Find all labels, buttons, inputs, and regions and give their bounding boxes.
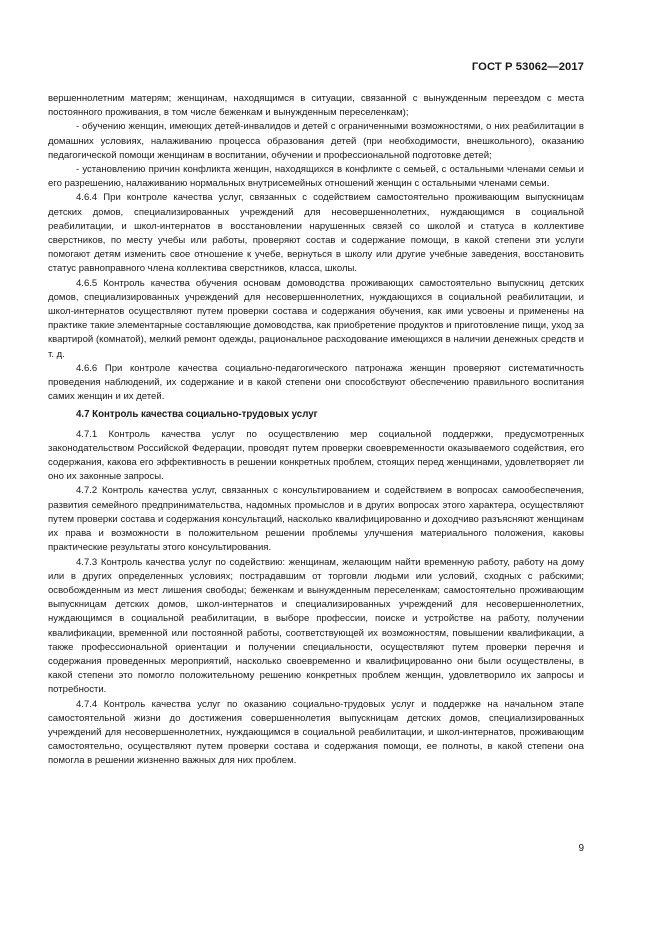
clause-4-6-6: 4.6.6 При контроле качества социально-педагогического патронажа женщин проверяют систематичность проведения наблюдений, их содержание и в какой степени они способствуют обеспечению правильного воспитания самих женщин и их детей. <box>48 362 584 403</box>
clause-4-7-1: 4.7.1 Контроль качества услуг по осуществлению мер социальной поддержки, предусмотренных законодательством Российской Федерации, проводят путем проверки своевременности оказываемого содействия, его содержания, какова его эффективность в решении конкретных проблем, стоящих перед женщинами, удовлетворяет ли оно их законные запросы. <box>48 428 584 483</box>
page-number: 9 <box>578 843 584 854</box>
clause-4-7-3: 4.7.3 Контроль качества услуг по содействию: женщинам, желающим найти временную работу, работу на дому или в других определенных условиях; пострадавшим от торговли людьми или условий, сходных с рабскими; освобожденным из мест лишения свободы; беженкам и вынужденным переселенкам; самостоятельно проживающим выпускницам детских домов, школ-интернатов и специализированных учреждений для несовершеннолетних, нуждающимся в социальной реабилитации, в выборе профессии, поиске и устройстве на работу, получении квалификации, временной или постоянной работы, соответствующей их возможностям, повышении квалификации, а также профессиональной ориентации и получении специальности, осуществляют путем проверки перечня и содержания проведенных мероприятий, насколько своевременно и квалифицированно они были осуществлены, в какой степени это помогло положительному решению конкретных проблем женщин, удовлетворило их запросы и потребности. <box>48 556 584 696</box>
paragraph-continuation: вершеннолетним матерям; женщинам, находящимся в ситуации, связанной с вынужденным переездом с места постоянного проживания, в том числе беженкам и вынужденным переселенкам); <box>48 93 584 119</box>
clause-4-7-4: 4.7.4 Контроль качества услуг по оказанию социально-трудовых услуг и поддержке на начальном этапе самостоятельной жизни до достижения совершеннолетия выпускницам детских домов, специализированных учреждений для несовершеннолетних, нуждающимся в социальной реабилитации, и школ-интернатов, проживающим самостоятельно, осуществляют путем проверки состава и содержания помощи, ее полноты, в какой степени она помогла в решении жизненно важных для них проблем. <box>48 698 584 767</box>
list-item-conflict: - установлению причин конфликта женщин, находящихся в конфликте с семьей, с остальными членами семьи и его разрешению, налаживанию нормальных внутрисемейных отношений женщин с остальными членами семьи. <box>48 164 584 190</box>
section-heading-4-7: 4.7 Контроль качества социально-трудовых услуг <box>76 409 318 421</box>
standard-id: ГОСТ Р 53062—2017 <box>471 61 584 73</box>
document-header <box>472 61 584 73</box>
clause-4-6-5: 4.6.5 Контроль качества обучения основам домоводства проживающих самостоятельно выпускниц детских домов, специализированных учреждений для несовершеннолетних, нуждающихся в социальной реабилитации, и школ-интернатов осуществляют путем проверки состава и содержания обучения, как ими усвоены и применены на практике такие элементарные составляющие домоводства, как приобретение продуктов и приготовление пищи, уход за квартирой (комнатой), мелкий ремонт одежды, рациональное расходование имеющихся в наличии денежных средств и т. д. <box>48 277 584 360</box>
document-body <box>48 92 584 769</box>
clause-4-6-4: 4.6.4 При контроле качества услуг, связанных с содействием самостоятельно проживающим выпускницам детских домов, специализированных учреждений для несовершеннолетних, нуждающимся в социальной реабилитации, и школ-интернатов в восстановлении нарушенных связей со школой и статуса в коллективе сверстников, по месту учебы или работы, проверяют состав и содержание помощи, в какой степени эти услуги помогают детям изменить свое отношение к учебе, вернуться в школу или другие учебные заведения, восстановить статус равноправного члена коллектива сверстников, класса, школы. <box>48 192 584 275</box>
clause-4-7-2: 4.7.2 Контроль качества услуг, связанных с консультированием и содействием в вопросах самообеспечения, развития семейного предпринимательства, надомных промыслов и в других вопросах этого характера, осуществляют путем проверки состава и содержания консультаций, насколько квалифицированно и доходчиво разъясняют женщинам их права и возможности в положительном решении проблемы улучшения материального положения, каковы практические результаты этого консультирования. <box>48 485 584 554</box>
list-item-training: - обучению женщин, имеющих детей-инвалидов и детей с ограниченными возможностями, о них реабилитации в домашних условиях, налаживанию процесса образования детей (при необходимости, внешкольного), оказанию педагогической помощи женщинам в воспитании, обучении и профессиональной подготовке детей; <box>48 121 584 161</box>
